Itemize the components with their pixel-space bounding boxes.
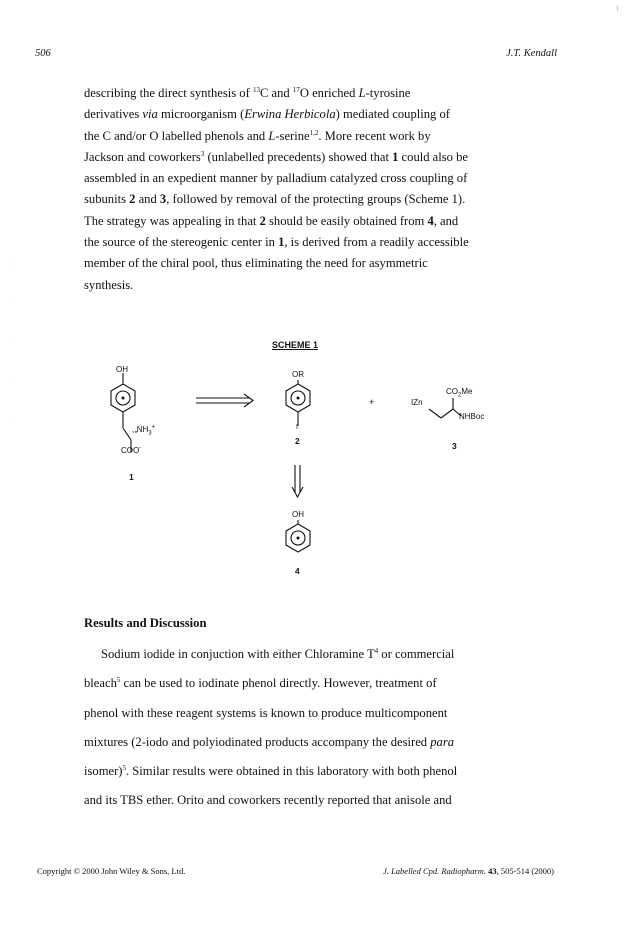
intro-line-7: The strategy was appealing in that 2 should be easily obtained from 4, and [84, 213, 459, 228]
intro-line-10: synthesis. [84, 277, 134, 292]
results-line-2: bleach$^5$ can be used to iodinate phenol directly. However, treatment of [84, 676, 437, 691]
footer-citation: J. Labelled Cpd. Radiopharm. 43, 505-514 (2000) [383, 866, 554, 876]
results-line-1: Sodium iodide in conjuction with either Chloramine $T^4$ or commercial [101, 646, 455, 661]
results-line-6: and its TBS ether. Orito and coworkers recently reported that anisole and [84, 793, 452, 808]
compound-2-dot [297, 397, 300, 400]
intro-line-3: the C and/or O labelled phenols and L-serine$^{1,2}$. More recent work by [84, 128, 431, 143]
compound-1-carboxylate: COO- [121, 445, 142, 455]
compound-1-dot [122, 397, 125, 400]
running-author: J.T. Kendall [506, 48, 557, 59]
section-heading: Results and Discussion [84, 616, 207, 630]
compound-2-iodo: I [296, 424, 298, 431]
compound-3-izn: IZn [411, 398, 423, 407]
compound-1-ring [111, 373, 135, 452]
vertical-arrow [292, 465, 303, 497]
compound-2-ring [286, 380, 310, 426]
intro-line-6: subunits 2 and 3, followed by removal of the protecting groups (Scheme 1). [84, 192, 466, 207]
plus-sign: + [369, 397, 375, 407]
compound-1-number: 1 [129, 472, 134, 482]
corner-mark: 1 [616, 6, 619, 12]
intro-line-4: Jackson and coworkers$^3$ (unlabelled precedents) showed that 1 could also be [84, 149, 469, 164]
results-paragraph [84, 640, 548, 816]
intro-line-2: derivatives via microorganism (Erwina Herbicola) mediated coupling of [84, 107, 450, 122]
intro-line-9: member of the chiral pool, thus eliminating the need for asymmetric [84, 256, 428, 271]
compound-2-number: 2 [295, 436, 300, 446]
results-line-5: isomer)$^5$. Similar results were obtained in this laboratory with both phenol [84, 764, 458, 779]
compound-4-ring [286, 520, 310, 552]
retrosynthesis-arrow [196, 394, 253, 407]
compound-4-dot [297, 537, 300, 540]
compound-1-oh: OH [116, 365, 128, 374]
compound-4-oh: OH [292, 510, 304, 519]
compound-3-nhboc: NHBoc [459, 412, 485, 421]
scheme-title: SCHEME 1 [272, 340, 319, 350]
results-line-3: phenol with these reagent systems is known to produce multicomponent [84, 705, 448, 720]
intro-line-8: the source of the stereogenic center in 1, is derived from a readily accessible [84, 235, 469, 250]
compound-3-number: 3 [452, 441, 457, 451]
footer-copyright: Copyright © 2000 John Wiley & Sons, Ltd. [37, 866, 186, 876]
intro-line-1: describing the direct synthesis of $^{13}$C and $^{17}$O enriched L-tyrosine [84, 85, 411, 100]
compound-3-ester: $CO_2Me$ [446, 387, 473, 399]
compound-2-or: OR [292, 370, 304, 379]
intro-line-5: assembled in an expedient manner by palladium catalyzed cross coupling of [84, 171, 468, 186]
page-number: 506 [35, 48, 51, 59]
results-line-4: mixtures (2-iodo and polyiodinated products accompany the desired para [84, 734, 455, 749]
compound-3-skeleton [429, 398, 461, 418]
compound-4-number: 4 [295, 566, 300, 576]
compound-1-ammonium: $,,,NH_3^+$ [132, 424, 156, 437]
